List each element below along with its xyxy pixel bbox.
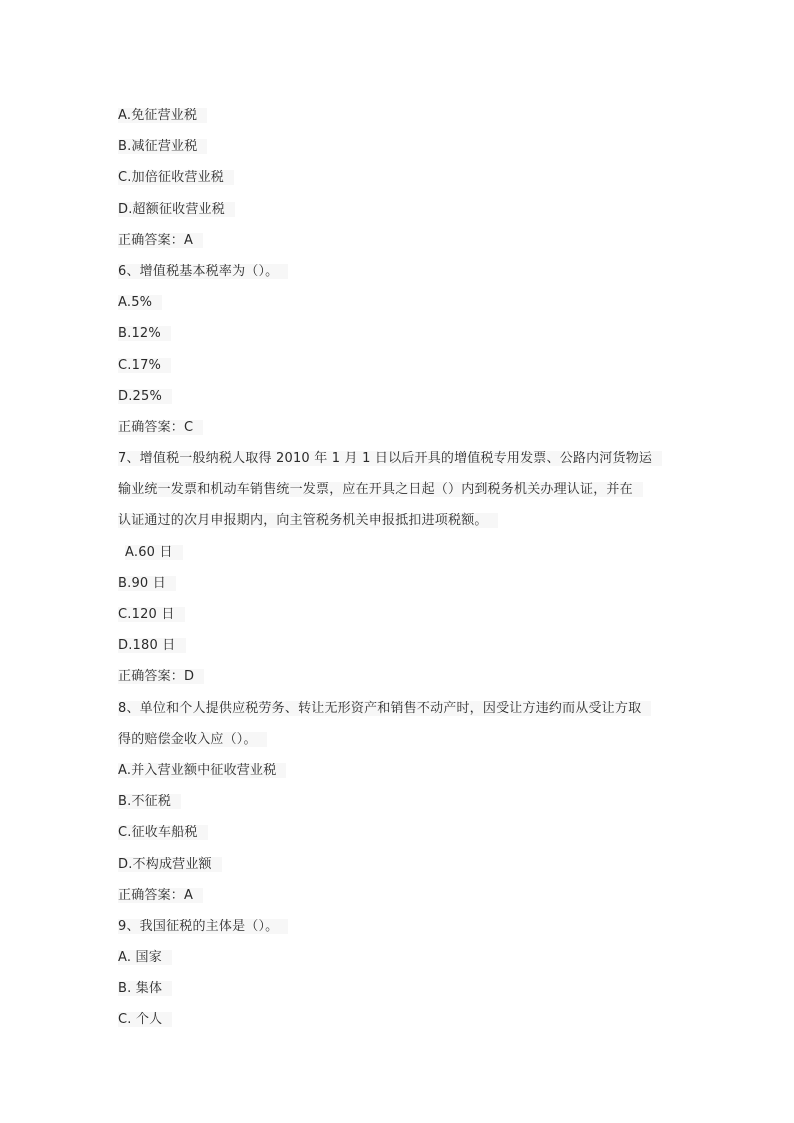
option-line — [118, 568, 678, 599]
option-text: D.25% — [118, 389, 172, 404]
option-line — [118, 350, 678, 381]
option-line — [118, 755, 678, 786]
option-text: C.17% — [118, 358, 171, 373]
answer-text: 正确答案：A — [118, 233, 203, 248]
question-line — [118, 474, 678, 505]
option-text: C.120 日 — [118, 607, 185, 622]
question-text: 9、我国征税的主体是（）。 — [118, 919, 288, 934]
option-text: D.超额征收营业税 — [118, 202, 235, 217]
question-text: 7、增值税一般纳税人取得 2010 年 1 月 1 日以后开具的增值税专用发票、公路内河货物运 — [118, 451, 662, 466]
option-text: C. 个人 — [118, 1012, 172, 1027]
option-line — [118, 537, 678, 568]
option-line — [118, 786, 678, 817]
option-line — [118, 318, 678, 349]
question-line — [118, 256, 678, 287]
option-line — [118, 1004, 678, 1035]
answer-line — [118, 225, 678, 256]
option-text: A.并入营业额中征收营业税 — [118, 763, 286, 778]
option-line — [118, 131, 678, 162]
question-text: 认证通过的次月申报期内，向主管税务机关申报抵扣进项税额。 — [118, 513, 498, 528]
answer-line — [118, 661, 678, 692]
question-line — [118, 505, 678, 536]
option-text: B.不征税 — [118, 794, 181, 809]
option-text: A.60 日 — [125, 545, 183, 560]
question-text: 输业统一发票和机动车销售统一发票，应在开具之日起（）内到税务机关办理认证，并在 — [118, 482, 643, 497]
option-line — [118, 287, 678, 318]
option-text: C.征收车船税 — [118, 825, 208, 840]
answer-text: 正确答案：D — [118, 669, 204, 684]
option-text: C.加倍征收营业税 — [118, 170, 234, 185]
question-text: 8、单位和个人提供应税劳务、转让无形资产和销售不动产时，因受让方违约而从受让方取 — [118, 701, 651, 716]
question-text: 得的赔偿金收入应（）。 — [118, 732, 267, 747]
option-text: A. 国家 — [118, 950, 172, 965]
option-text: B.减征营业税 — [118, 139, 207, 154]
answer-text: 正确答案：C — [118, 420, 203, 435]
question-line — [118, 911, 678, 942]
option-line — [118, 849, 678, 880]
question-line — [118, 724, 678, 755]
option-line — [118, 162, 678, 193]
question-line — [118, 693, 678, 724]
option-text: A.免征营业税 — [118, 108, 207, 123]
option-text: D.180 日 — [118, 638, 186, 653]
option-line — [118, 817, 678, 848]
document-page — [118, 100, 678, 1036]
option-line — [118, 194, 678, 225]
option-line — [118, 100, 678, 131]
option-line — [118, 973, 678, 1004]
question-line — [118, 443, 678, 474]
option-text: B.12% — [118, 326, 171, 341]
option-line — [118, 942, 678, 973]
option-line — [118, 630, 678, 661]
option-text: D.不构成营业额 — [118, 857, 222, 872]
option-line — [118, 599, 678, 630]
answer-text: 正确答案：A — [118, 888, 203, 903]
question-text: 6、增值税基本税率为（）。 — [118, 264, 288, 279]
option-text: A.5% — [118, 295, 162, 310]
answer-line — [118, 412, 678, 443]
option-text: B. 集体 — [118, 981, 172, 996]
answer-line — [118, 880, 678, 911]
option-line — [118, 381, 678, 412]
option-text: B.90 日 — [118, 576, 176, 591]
